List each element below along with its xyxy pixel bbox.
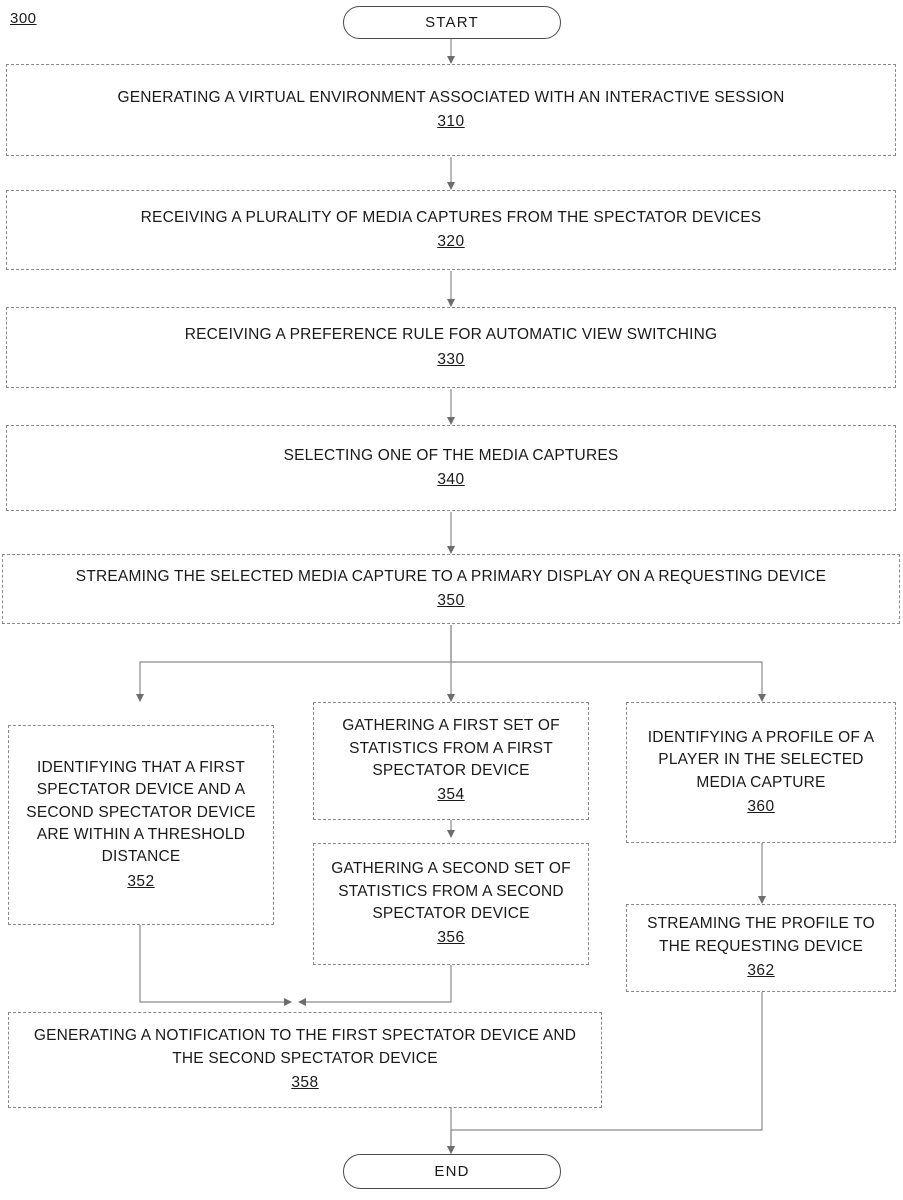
step-320-text: RECEIVING A PLURALITY OF MEDIA CAPTURES FROM THE SPECTATOR DEVICES	[140, 208, 762, 226]
step-360-ref: 360	[747, 797, 775, 815]
step-362	[626, 904, 896, 992]
step-360	[626, 702, 896, 843]
step-358-ref: 358	[291, 1074, 319, 1092]
step-354-ref: 354	[437, 786, 465, 804]
step-352-ref: 352	[127, 872, 155, 890]
step-340-ref: 340	[437, 471, 465, 488]
step-358-text: GENERATING A NOTIFICATION TO THE FIRST SPECTATOR DEVICE AND THE SECOND SPECTATOR DEVICE	[33, 1027, 577, 1067]
step-362-ref: 362	[747, 962, 775, 980]
step-350-text: STREAMING THE SELECTED MEDIA CAPTURE TO A PRIMARY DISPLAY ON A REQUESTING DEVICE	[75, 567, 827, 585]
step-330-text: RECEIVING A PREFERENCE RULE FOR AUTOMATIC VIEW SWITCHING	[184, 326, 718, 344]
step-310-text: GENERATING A VIRTUAL ENVIRONMENT ASSOCIATED WITH AN INTERACTIVE SESSION	[117, 88, 785, 106]
step-320-ref: 320	[437, 233, 465, 250]
figure-number-label: 300	[10, 10, 37, 27]
step-320	[6, 190, 896, 270]
step-356-text: GATHERING A SECOND SET OF STATISTICS FROM A SECOND SPECTATOR DEVICE	[331, 860, 571, 922]
step-340-text: SELECTING ONE OF THE MEDIA CAPTURES	[283, 446, 619, 464]
step-354-text: GATHERING A FIRST SET OF STATISTICS FROM A FIRST SPECTATOR DEVICE	[342, 717, 560, 779]
step-358	[8, 1012, 602, 1108]
step-330	[6, 307, 896, 388]
step-356-ref: 356	[437, 929, 465, 947]
step-352	[8, 725, 274, 925]
step-310	[6, 64, 896, 156]
step-350	[2, 554, 900, 624]
step-356	[313, 843, 589, 965]
step-352-text: IDENTIFYING THAT A FIRST SPECTATOR DEVICE AND A SECOND SPECTATOR DEVICE ARE WITHIN A THRESHOLD DISTANCE	[26, 758, 256, 866]
step-354	[313, 702, 589, 820]
step-310-ref: 310	[437, 113, 465, 130]
terminator-end	[343, 1154, 561, 1189]
step-330-ref: 330	[437, 350, 465, 368]
step-350-ref: 350	[437, 592, 465, 609]
step-362-text: STREAMING THE PROFILE TO THE REQUESTING DEVICE	[647, 915, 875, 955]
terminator-end-label: END	[434, 1163, 470, 1180]
step-340	[6, 425, 896, 511]
terminator-start-label: START	[425, 14, 479, 31]
step-360-text: IDENTIFYING A PROFILE OF A PLAYER IN THE SELECTED MEDIA CAPTURE	[647, 728, 875, 791]
terminator-start	[343, 6, 561, 39]
